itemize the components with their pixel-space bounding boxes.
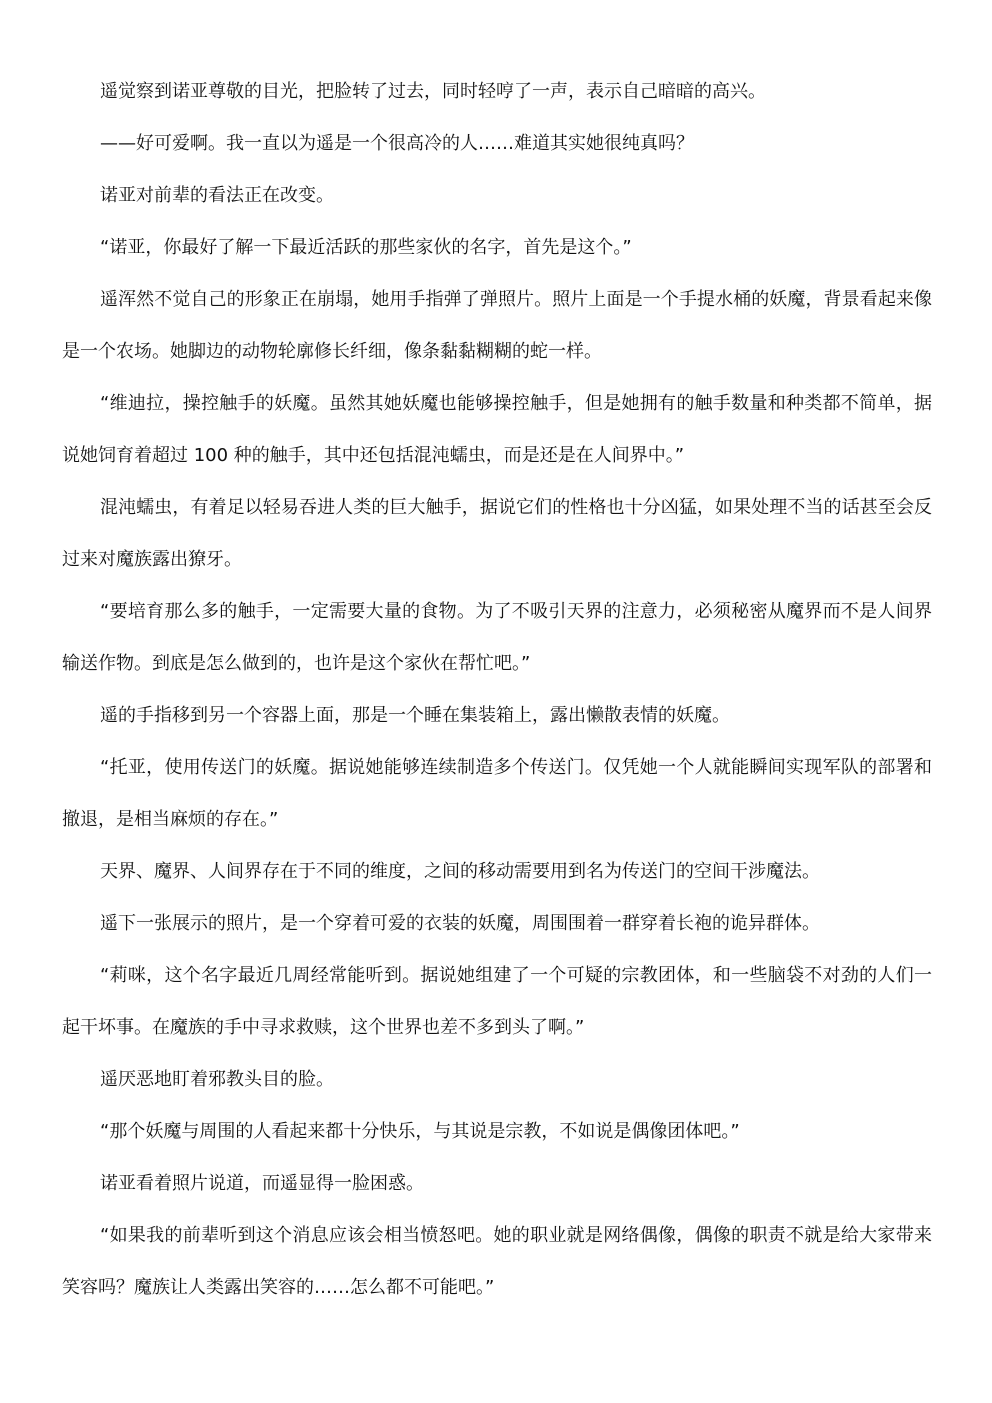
paragraph: 诺亚对前辈的看法正在改变。 — [100, 185, 334, 206]
paragraph: “维迪拉，操控触手的妖魔。虽然其她妖魔也能够操控触手，但是她拥有的触手数量和种类都不简单，据说她饲育着超过 100 种的触手，其中还包括混沌蠕虫，而是还是在人间界中。” — [62, 393, 932, 466]
paragraph: “莉咪，这个名字最近几周经常能听到。据说她组建了一个可疑的宗教团体，和一些脑袋不对劲的人们一起干坏事。在魔族的手中寻求救赎，这个世界也差不多到头了啊。” — [62, 965, 932, 1038]
paragraph: “那个妖魔与周围的人看起来都十分快乐，与其说是宗教，不如说是偶像团体吧。” — [100, 1121, 740, 1142]
paragraph: 遥浑然不觉自己的形象正在崩塌，她用手指弹了弹照片。照片上面是一个手提水桶的妖魔，背景看起来像是一个农场。她脚边的动物轮廓修长纤细，像条黏黏糊糊的蛇一样。 — [62, 289, 932, 362]
paragraph: “要培育那么多的触手，一定需要大量的食物。为了不吸引天界的注意力，必须秘密从魔界而不是人间界输送作物。到底是怎么做到的，也许是这个家伙在帮忙吧。” — [62, 601, 932, 674]
paragraph: “托亚，使用传送门的妖魔。据说她能够连续制造多个传送门。仅凭她一个人就能瞬间实现军队的部署和撤退，是相当麻烦的存在。” — [62, 757, 932, 830]
paragraph: 混沌蠕虫，有着足以轻易吞进人类的巨大触手，据说它们的性格也十分凶猛，如果处理不当的话甚至会反过来对魔族露出獠牙。 — [62, 497, 932, 570]
document-body — [62, 66, 932, 1314]
paragraph: 遥觉察到诺亚尊敬的目光，把脸转了过去，同时轻哼了一声，表示自己暗暗的高兴。 — [100, 81, 766, 102]
paragraph: “诺亚，你最好了解一下最近活跃的那些家伙的名字，首先是这个。” — [100, 237, 632, 258]
paragraph: 遥的手指移到另一个容器上面，那是一个睡在集装箱上，露出懒散表情的妖魔。 — [100, 705, 730, 726]
paragraph: 遥厌恶地盯着邪教头目的脸。 — [100, 1069, 334, 1090]
paragraph: 天界、魔界、人间界存在于不同的维度，之间的移动需要用到名为传送门的空间干涉魔法。 — [100, 861, 820, 882]
paragraph: 遥下一张展示的照片，是一个穿着可爱的衣装的妖魔，周围围着一群穿着长袍的诡异群体。 — [100, 913, 820, 934]
paragraph: 诺亚看着照片说道，而遥显得一脸困惑。 — [100, 1173, 424, 1194]
paragraph: “如果我的前辈听到这个消息应该会相当愤怒吧。她的职业就是网络偶像，偶像的职责不就是给大家带来笑容吗？魔族让人类露出笑容的……怎么都不可能吧。” — [62, 1225, 932, 1298]
paragraph: ——好可爱啊。我一直以为遥是一个很高冷的人……难道其实她很纯真吗？ — [100, 133, 694, 154]
